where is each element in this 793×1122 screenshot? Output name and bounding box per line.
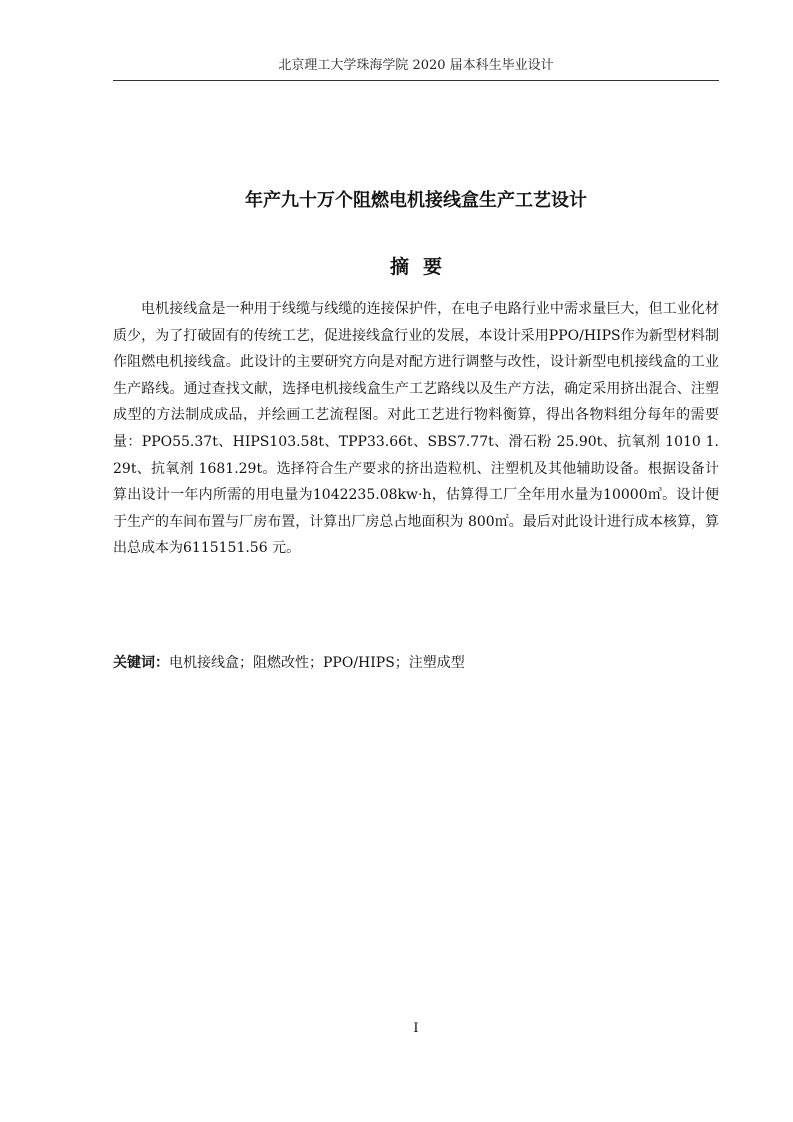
page-number: I — [413, 1021, 419, 1036]
abstract-heading: 摘要 — [389, 256, 456, 278]
running-header: 北京理工大学珠海学院 2020 届本科生毕业设计 — [278, 58, 554, 73]
abstract-body: 电机接线盒是一种用于线缆与线缆的连接保护件，在电子电路行业中需求量巨大，但工业化材质少，为了打破固有的传统工艺，促进接线盒行业的发展，本设计采用PPO/HIPS作为新型材料制作阻燃电机接线盒。此设计的主要研究方向是对配方进行调整与改性，设计新型电机接线盒的工业生产路线。通过查找文献，选择电机接线盒生产工艺路线以及生产方法，确定采用挤出混合、注塑成型的方法制成成品，并绘画工艺流程图。对此工艺进行物料衡算，得出各物料组分每年的需要量：PPO55.37t、HIPS103.58t、TPP33.66t、SBS7.77t、滑石粉 25.90t、抗氧剂 1010 1.29t、抗氧剂 1681.29t。选择符合生产要求的挤出造粒机、注塑机及其他辅助设备。根据设备计算出设计一年内所需的用电量为1042235.08kw·h，估算得工厂全年用水量为10000㎥。设计便于生产的车间布置与厂房布置，计算出厂房总占地面积为 800㎡。最后对此设计进行成本核算，算出总成本为6115151.56 元。 — [113, 301, 719, 557]
document-title: 年产九十万个阻燃电机接线盒生产工艺设计 — [245, 190, 587, 211]
header-divider — [113, 80, 719, 81]
keywords-line — [113, 652, 719, 674]
keywords-text: 电机接线盒；阻燃改性；PPO/HIPS；注塑成型 — [169, 655, 465, 671]
keywords-label: 关键词： — [113, 655, 169, 671]
